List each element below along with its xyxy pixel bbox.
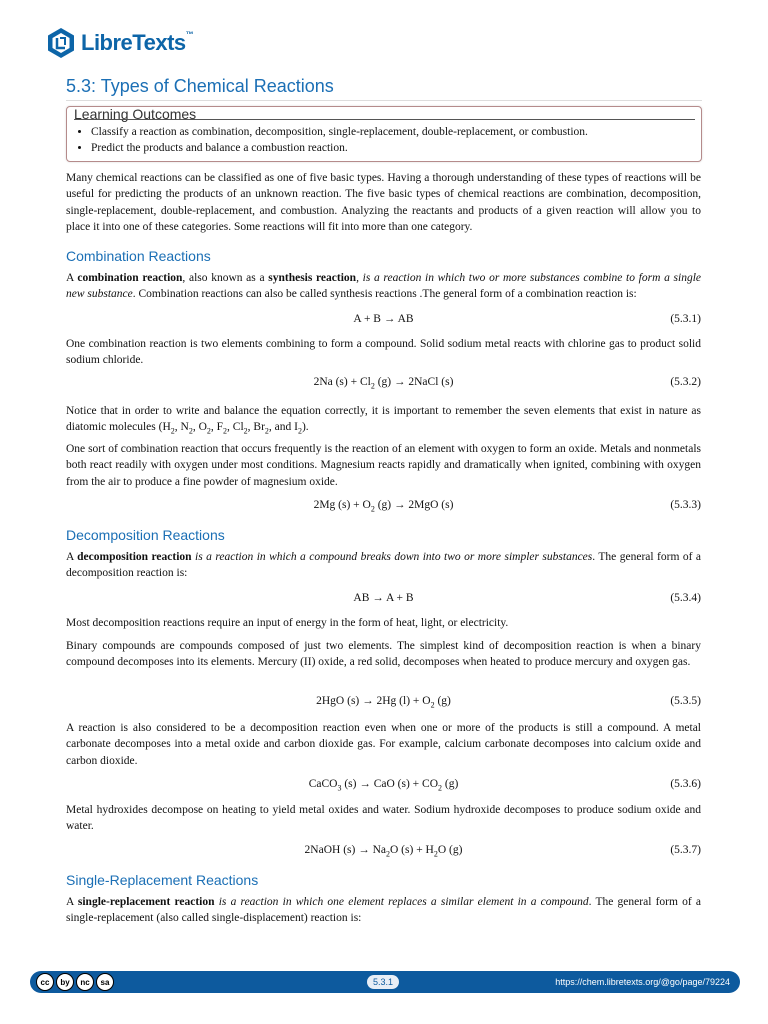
cc-icon: cc — [36, 973, 54, 991]
term-combination-reaction: combination reaction — [77, 272, 183, 284]
intro-paragraph: Many chemical reactions can be classified as one of five basic types. Having a thorough understanding of these types of reactions will be useful for predicting the products of an unknown reaction. The five basic types of chemical reactions are combination, decomposition, single-replacement, double-replacement, and combustion. Analyzing the reactants and products of a given reaction will allow you to place it into one of these categories. Some reactions will fit into more than one category. — [66, 172, 701, 233]
equation-number: (5.3.6) — [670, 778, 701, 790]
list-item: • Predict the products and balance a combustion reaction. — [91, 140, 588, 156]
title-divider — [66, 100, 702, 101]
equation-number: (5.3.1) — [670, 313, 701, 325]
decomposition-paragraph-4: A reaction is also considered to be a decomposition reaction even when one or more of the products is still a compound. A metal carbonate decomposes into a metal oxide and carbon dioxide gas. For example, calcium carbonate decomposes into calcium oxide and carbon dioxide. — [66, 722, 701, 767]
list-item: • Classify a reaction as combination, decomposition, single-replacement, double-replacement, or combustion. — [91, 124, 588, 140]
learning-outcomes-heading: Learning Outcomes — [74, 106, 197, 122]
page-title: 5.3: Types of Chemical Reactions — [66, 76, 334, 96]
single-replacement-heading: Single-Replacement Reactions — [66, 872, 259, 888]
page-number: 5.3.1 — [367, 975, 399, 989]
decomposition-definition: A decomposition reaction is a reaction in which a compound breaks down into two or more simpler substances. The general form of a decomposition reaction is: — [66, 551, 701, 580]
decomposition-paragraph-2: Most decomposition reactions require an input of energy in the form of heat, light, or electricity. — [66, 617, 509, 629]
equation-number: (5.3.2) — [670, 376, 701, 388]
term-decomposition-reaction: decomposition reaction — [77, 551, 192, 563]
term-single-replacement-reaction: single-replacement reaction — [77, 896, 215, 908]
equation-5-3-5: 2HgO (s) → 2Hg $(l) + O_2$ (g) (5.3.5) — [316, 695, 701, 710]
equation-5-3-3: 2Mg $(s) + O_2$ (g) → 2MgO (s) (5.3.3) — [313, 499, 701, 514]
decomposition-paragraph-5: Metal hydroxides decompose on heating to yield metal oxides and water. Sodium hydroxide decomposes to produce sodium oxide and water. — [66, 804, 701, 833]
noncommercial-icon: nc — [76, 973, 94, 991]
single-replacement-definition: A single-replacement reaction is a reaction in which one element replaces a similar element in a compound. The general form of a single-replacement (also called single-displacement) reaction is: — [66, 896, 702, 925]
equation-number: (5.3.5) — [670, 695, 701, 707]
combination-definition: A combination reaction, also known as a synthesis reaction, is a reaction in which two or more substances combine to form a single new substance. Combination reactions can also be called synthesis reactions .The general form of a combination reaction is: — [66, 272, 702, 301]
equation-number: (5.3.7) — [670, 844, 701, 856]
libretexts-logo-icon — [46, 27, 76, 59]
equation-number: (5.3.3) — [670, 499, 701, 511]
decomposition-paragraph-3: Binary compounds are compounds composed of just two elements. The simplest kind of decomposition reaction is when a binary compound decomposes into its elements. Mercury (II) oxide, a red solid, decomposes when heated to produce mercury and oxygen gas. — [66, 640, 701, 669]
combination-paragraph-4: One sort of combination reaction that occurs frequently is the reaction of an element with oxygen to form an oxide. Metals and nonmetals both react readily with oxygen under most conditions. Magnesium reacts rapidly and dramatically when ignited, combining with oxygen from the air to produce a fine powder of magnesium oxide. — [66, 443, 701, 488]
equation-5-3-7: 2NaOH $(s) \to Na_2O$ $(s) + H_2O$ (g) (5.3.7) — [304, 844, 701, 859]
logo-wordmark: LibreTexts — [81, 30, 186, 55]
combination-paragraph-2: One combination reaction is two elements combining to form a compound. Solid sodium metal reacts with chlorine gas to product solid sodium chloride. — [66, 338, 701, 367]
page-url-link[interactable]: https://chem.libretexts.org/@go/page/79224 — [555, 977, 730, 987]
equation-number: (5.3.4) — [670, 592, 701, 604]
combination-heading: Combination Reactions — [66, 248, 211, 264]
equation-5-3-1: A + B → AB (5.3.1) — [353, 313, 701, 325]
equation-5-3-6: CaCO$_3$ (s) → CaO $(s) + CO_2$ (g) (5.3.6) — [308, 778, 701, 793]
learning-outcomes-box — [66, 106, 702, 162]
sharealike-icon: sa — [96, 973, 114, 991]
combination-paragraph-3: Notice that in order to write and balance the equation correctly, it is important to remember the seven elements that exist in nature as diatomic molecules ($H_2$, $N_2$, $O_2$, $F_2$, $Cl_2$, $Br_2$, and $I_2$). — [66, 405, 701, 436]
equation-5-3-4: AB → A + B (5.3.4) — [353, 592, 701, 604]
libretexts-logo[interactable] — [46, 26, 193, 60]
decomposition-heading: Decomposition Reactions — [66, 527, 225, 543]
license-badge[interactable] — [36, 973, 114, 991]
term-synthesis-reaction: synthesis reaction — [268, 272, 357, 284]
page-footer — [30, 971, 740, 993]
logo-trademark: ™ — [185, 30, 194, 39]
learning-outcomes-list — [91, 124, 588, 156]
equation-5-3-2: 2Na $(s) + Cl_2$ (g) → 2NaCl (s) (5.3.2) — [313, 376, 701, 391]
attribution-icon: by — [56, 973, 74, 991]
learning-outcomes-divider — [74, 119, 695, 120]
